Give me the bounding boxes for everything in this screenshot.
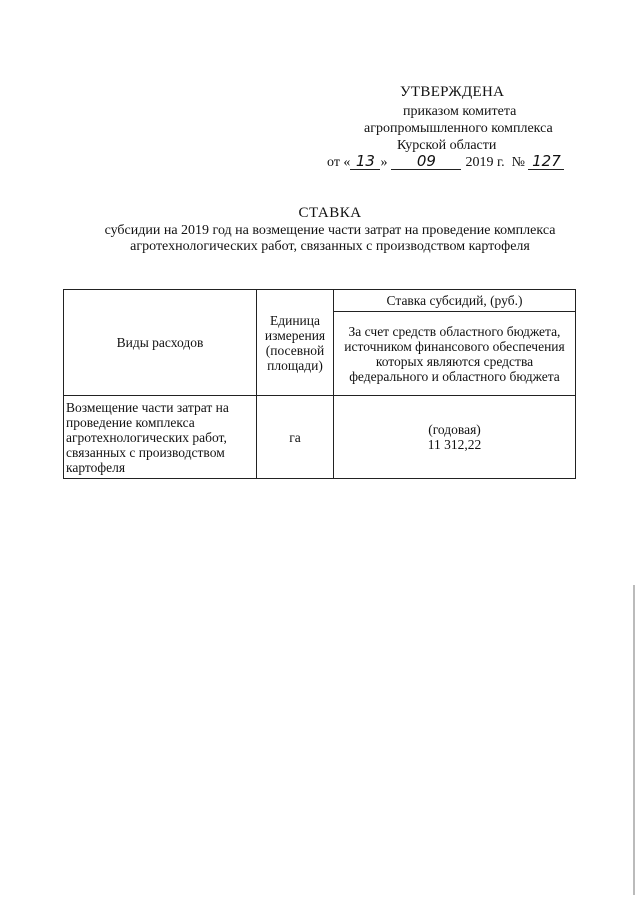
rate-table xyxy=(63,289,576,479)
header-unit: Единица измерения (посевной площади) xyxy=(257,290,334,396)
date-month-handwritten: 09 xyxy=(391,154,461,170)
date-year: 2019 г. xyxy=(465,155,505,170)
cell-rate-label: (годовая) xyxy=(428,422,481,437)
header-rate: Ставка субсидий, (руб.) xyxy=(334,290,576,312)
date-prefix: от « xyxy=(327,155,351,170)
approval-line-region: Курской области xyxy=(397,138,497,153)
table-row xyxy=(64,396,576,479)
date-mid: » xyxy=(380,155,388,170)
document-heading xyxy=(60,205,600,255)
approval-date-line xyxy=(327,154,564,171)
cell-rate-value: 11 312,22 xyxy=(427,437,482,452)
cell-expense: Возмещение части затрат на проведение комплекса агротехнологических работ, связанных с производством картофеля xyxy=(64,396,257,479)
scan-edge-line xyxy=(633,585,635,895)
cell-rate xyxy=(334,396,576,479)
approval-title: УТВЕРЖДЕНА xyxy=(400,84,505,100)
header-expense-type: Виды расходов xyxy=(64,290,257,396)
heading-title: СТАВКА xyxy=(298,205,362,221)
number-sign: № xyxy=(511,155,525,170)
cell-unit: га xyxy=(257,396,334,479)
order-number-handwritten: 127 xyxy=(528,154,564,170)
heading-subtitle: субсидии на 2019 год на возмещение части затрат на проведение комплекса агротехнологических работ, связанных с производством картофеля xyxy=(104,223,556,254)
date-day-handwritten: 13 xyxy=(350,154,380,170)
approval-line-committee: агропромышленного комплекса xyxy=(364,121,553,136)
approval-line-order: приказом комитета xyxy=(403,104,517,119)
header-rate-source: За счет средств областного бюджета, источником финансового обеспечения которых являются средства федерального и областного бюджета xyxy=(334,312,576,396)
